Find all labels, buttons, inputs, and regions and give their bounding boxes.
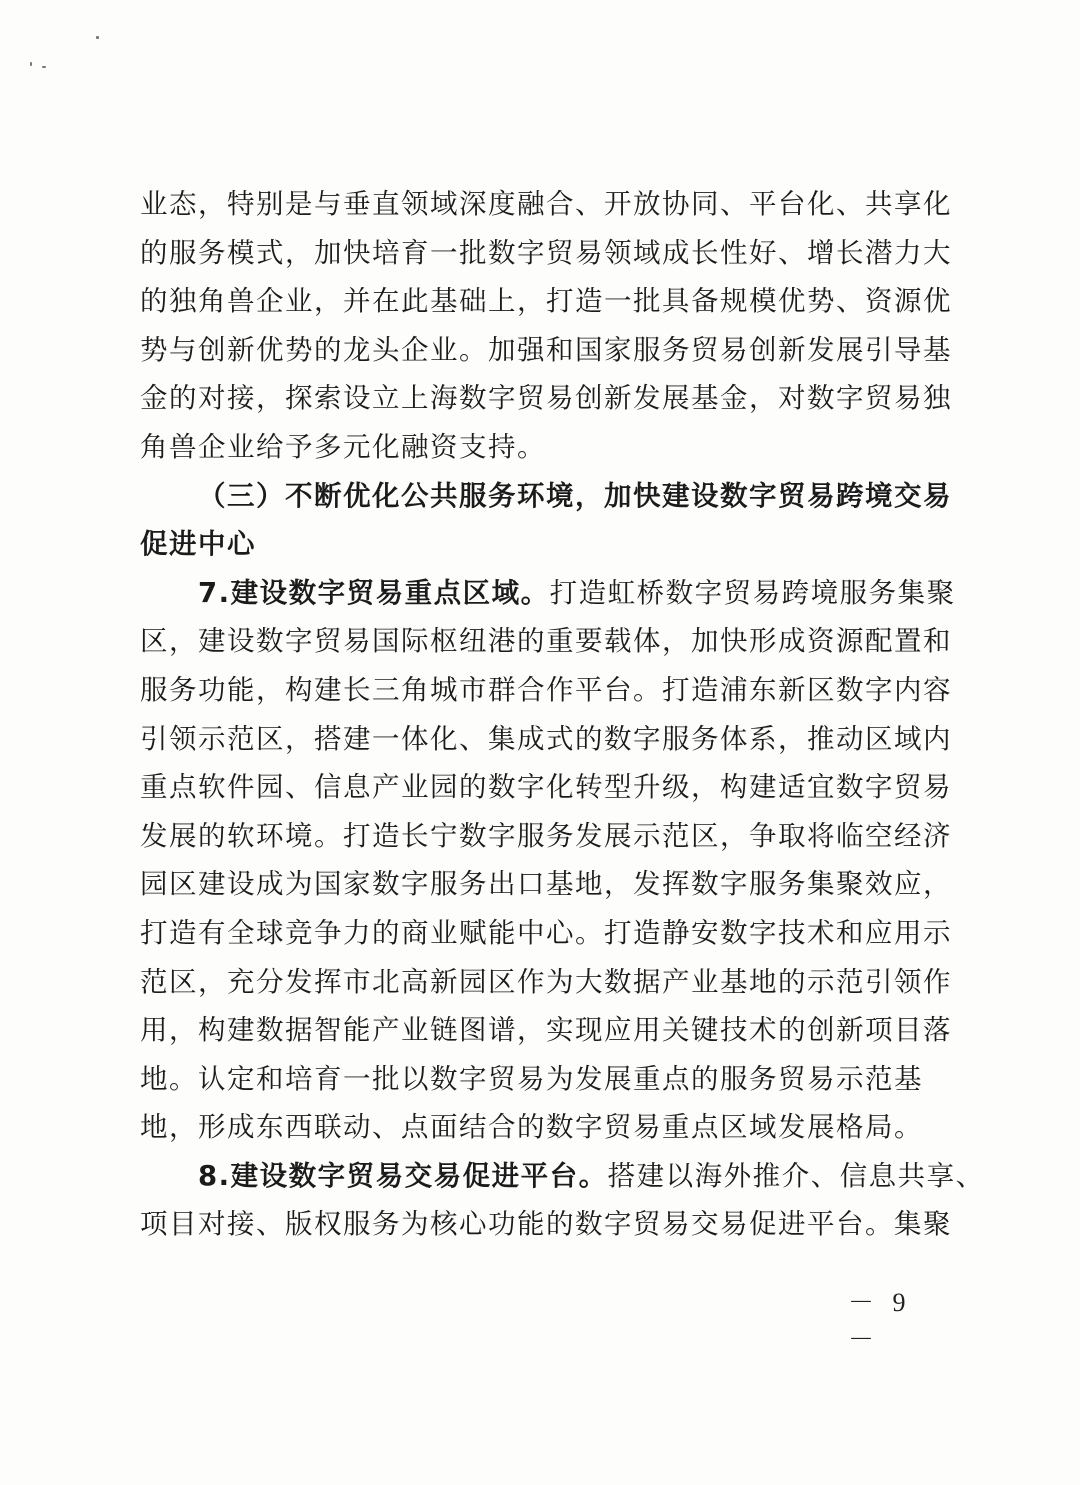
text-line: 区，建设数字贸易国际枢纽港的重要载体，加快形成资源配置和 — [140, 625, 952, 658]
item-8-paragraph — [140, 1152, 985, 1249]
text-line: 服务功能，构建长三角城市群合作平台。打造浦东新区数字内容 — [140, 673, 952, 706]
item-8-first-line-text: 搭建以海外推介、信息共享、 — [607, 1159, 985, 1192]
text-line: 重点软件园、信息产业园的数字化转型升级，构建适宜数字贸易 — [140, 771, 952, 804]
text-line: 的独角兽企业，并在此基础上，打造一批具备规模优势、资源优 — [140, 285, 952, 318]
scan-speck — [30, 62, 32, 66]
scan-speck — [96, 36, 99, 39]
text-line: 用，构建数据智能产业链图谱，实现应用关键技术的创新项目落 — [140, 1014, 952, 1047]
item-8-title: 8.建设数字贸易交易促进平台。 — [198, 1159, 608, 1192]
text-line: 金的对接，探索设立上海数字贸易创新发展基金，对数字贸易独 — [140, 382, 952, 415]
heading-line: 促进中心 — [140, 528, 256, 561]
heading-line: （三）不断优化公共服务环境，加快建设数字贸易跨境交易 — [198, 479, 952, 512]
text-line: 角兽企业给予多元化融资支持。 — [140, 430, 546, 463]
text-line: 的服务模式，加快培育一批数字贸易领域成长性好、增长潜力大 — [140, 236, 952, 269]
item-7-title: 7.建设数字贸易重点区域。 — [198, 576, 550, 609]
text-line: 引领示范区，搭建一体化、集成式的数字服务体系，推动区域内 — [140, 722, 952, 755]
text-line: 园区建设成为国家数字服务出口基地，发挥数字服务集聚效应， — [140, 868, 952, 901]
item-7-paragraph — [140, 569, 956, 1152]
text-line: 势与创新优势的龙头企业。加强和国家服务贸易创新发展引导基 — [140, 333, 952, 366]
paragraph-continuation — [140, 180, 952, 472]
item-7-first-line-text: 打造虹桥数字贸易跨境服务集聚 — [549, 576, 956, 609]
text-line: 地。认定和培育一批以数字贸易为发展重点的服务贸易示范基 — [140, 1062, 923, 1095]
item-8-first-line — [140, 1152, 985, 1201]
document-body — [140, 180, 985, 1249]
page-number: － 9 － — [848, 1288, 912, 1354]
section-heading — [140, 472, 952, 569]
text-line: 业态，特别是与垂直领域深度融合、开放协同、平台化、共享化 — [140, 188, 952, 220]
text-line: 范区，充分发挥市北高新园区作为大数据产业基地的示范引领作 — [140, 965, 952, 998]
text-line: 地，形成东西联动、点面结合的数字贸易重点区域发展格局。 — [140, 1111, 923, 1144]
scan-speck — [42, 66, 46, 68]
text-line: 发展的软环境。打造长宁数字服务发展示范区，争取将临空经济 — [140, 819, 952, 852]
text-line: 项目对接、版权服务为核心功能的数字贸易交易促进平台。集聚 — [140, 1208, 952, 1241]
item-7-first-line — [140, 569, 956, 618]
text-line: 打造有全球竞争力的商业赋能中心。打造静安数字技术和应用示 — [140, 916, 952, 949]
